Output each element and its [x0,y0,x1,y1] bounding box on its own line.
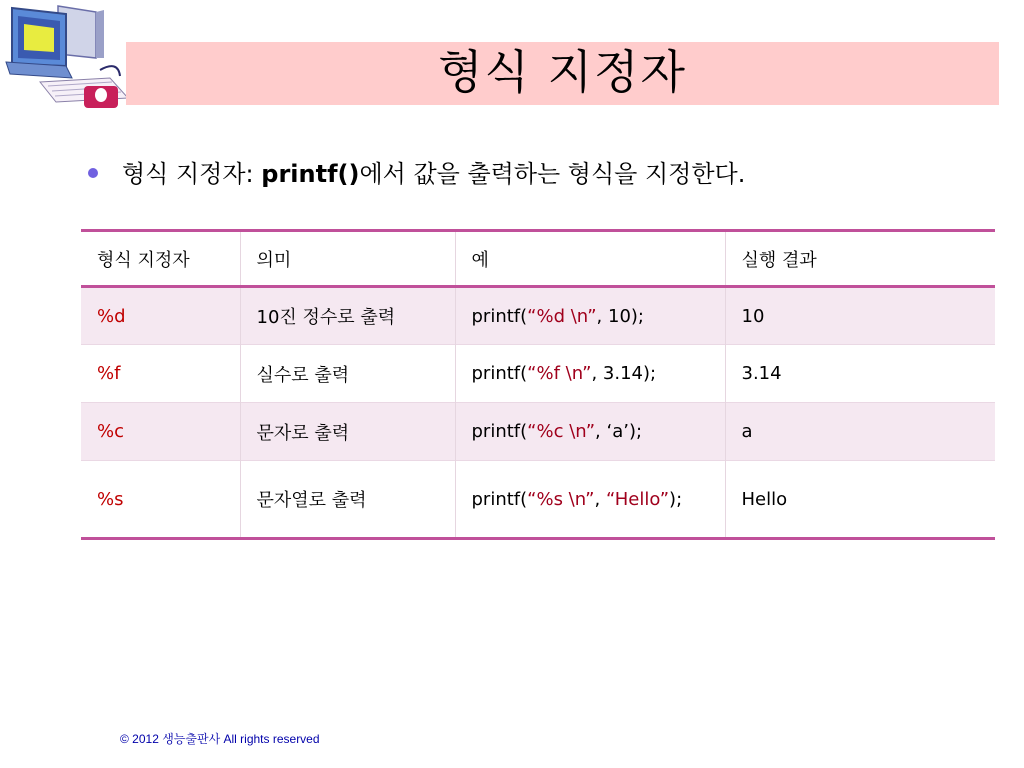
cell-example [455,287,725,345]
example-format: “%d \n” [527,305,597,327]
example-arg: , [594,488,606,510]
header-spec: 형식 지정자 [81,231,240,287]
bullet-dot-icon [88,168,98,178]
cell-result: 10 [741,305,765,327]
example-format: “%s \n” [527,488,595,510]
table-row [81,287,995,345]
cell-spec: %s [81,461,240,539]
copyright-footer: © 2012 생능출판사 All rights reserved [120,732,320,746]
bullet-code: printf() [261,160,360,188]
cell-example [455,403,725,461]
cell-spec: %c [81,403,240,461]
example-arg: , ‘a’); [595,421,643,442]
table-row [81,345,995,403]
bullet-prefix: 형식 지정자: [122,160,262,188]
example-call: printf( [471,421,528,442]
cell-example [455,345,725,403]
table-row [81,461,995,539]
example-call: printf( [471,488,528,510]
cell-meaning: 10진 정수로 출력 [240,287,455,345]
table-row [81,403,995,461]
cell-example [455,461,725,539]
header-meaning: 의미 [240,231,455,287]
cell-result: Hello [741,488,788,510]
slide-title: 형식 지정자 [438,45,687,99]
example-call: printf( [471,363,528,384]
computer-clipart-icon [0,0,130,112]
table-header-row [81,231,995,287]
cell-result: a [741,421,753,442]
example-format: “%f \n” [527,363,592,384]
header-result: 실행 결과 [725,231,995,287]
cell-meaning: 실수로 출력 [240,345,455,403]
bullet-item [88,156,745,192]
cell-result: 3.14 [741,363,782,384]
cell-meaning: 문자로 출력 [240,403,455,461]
title-band [126,42,999,105]
cell-spec: %d [81,287,240,345]
cell-spec: %f [81,345,240,403]
cell-meaning: 문자열로 출력 [240,461,455,539]
example-arg: , 10); [596,305,644,327]
example-call: printf( [471,305,528,327]
example-close: ); [669,488,683,510]
example-arg: , 3.14); [591,363,657,384]
header-example: 예 [455,231,725,287]
example-string: “Hello” [605,488,670,510]
example-format: “%c \n” [527,421,596,442]
format-spec-table [81,229,995,540]
bullet-suffix: 에서 값을 출력하는 형식을 지정한다. [359,160,746,188]
